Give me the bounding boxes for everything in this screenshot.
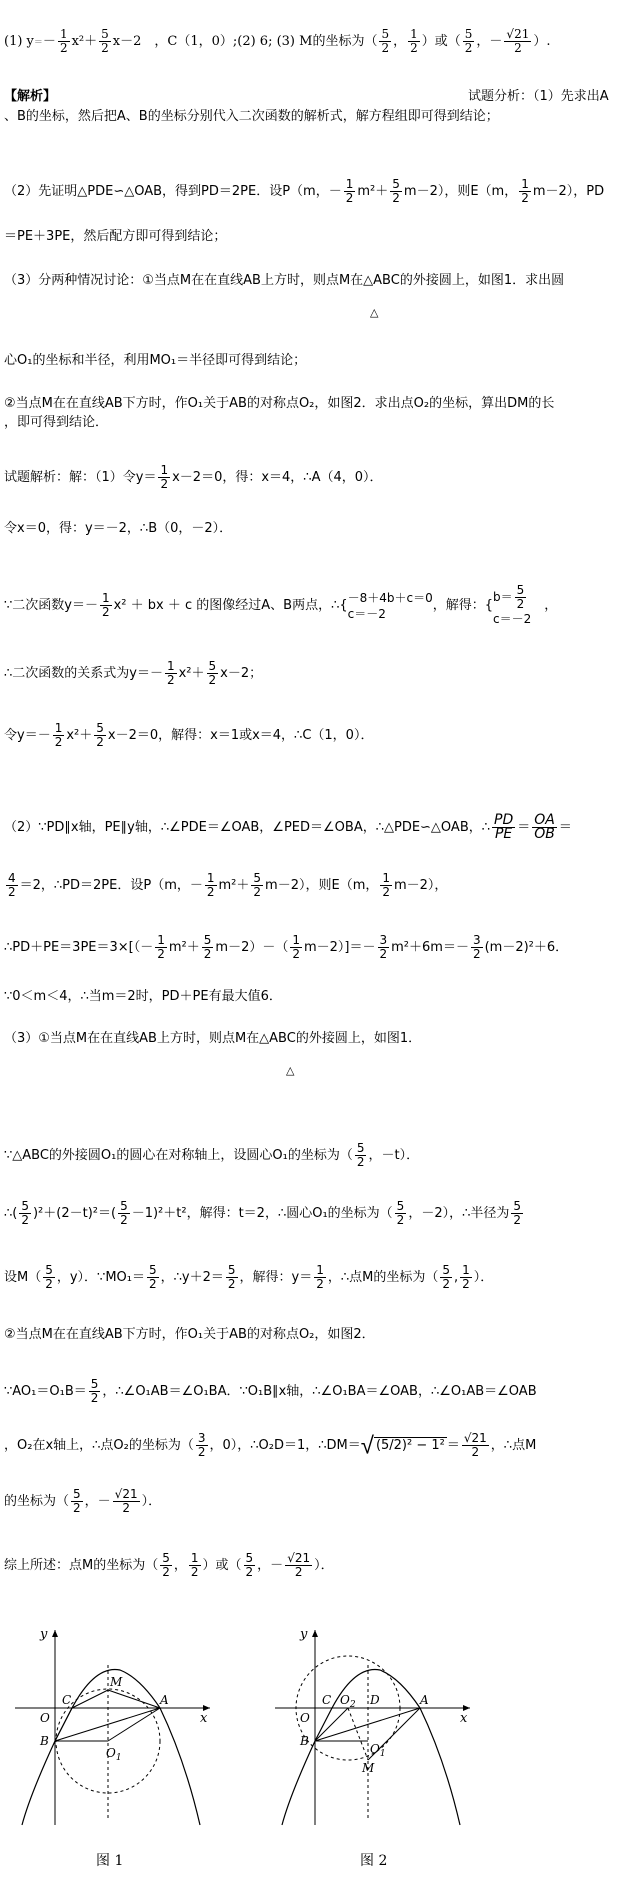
svg-text:x: x <box>460 1711 468 1726</box>
solution-line: ∴二次函数的关系式为y＝－ $\frac{1}{2}$ x²＋ $\frac{5}{2}$ x－2； <box>4 659 263 687</box>
label-M: M <box>110 1675 123 1689</box>
svg-text:O: O <box>300 1711 310 1725</box>
answer-line: (1) y＝－ $\frac{1}{2}$ x²＋ $\frac{5}{2}$ x－2 ，C（1，0）;(2) 6; (3) M的坐标为（ $\frac{5}{2}$ ， $\frac{1}{2}$ ）或（ $\frac{5}{2}$ ，－ $\frac{√21}{2}$ ）. <box>4 27 551 55</box>
conclusion-line: 综上所述：点M的坐标为（ $\frac{5}{2}$ ， $\frac{1}{2}$ ）或（ $\frac{5}{2}$ ，－ $\frac{√21}{2}$ ）． <box>4 1551 334 1579</box>
answer-part: (1) y <box>4 34 34 49</box>
solution-line: 令x＝0，得：y＝－2，∴B（0，－2）． <box>4 521 233 536</box>
solution-line: ∵AO₁＝O₁B＝ $\frac{5}{2}$ ，∴∠O₁AB＝∠O₁BA．∵O₁B∥x轴，∴∠O₁BA＝∠OAB，∴∠O₁AB＝∠OAB <box>4 1377 537 1405</box>
solution-line: 试题解析：解：（1）令y＝ $\frac{1}{2}$ x－2＝0，得：x＝4，∴A（4，0）． <box>4 463 383 491</box>
solution-line: ∵0＜m＜4，∴当m＝2时，PD＋PE有最大值6． <box>4 989 282 1004</box>
equation-system: －8＋4b＋c＝0 c＝－2 <box>347 590 433 621</box>
label-y: y <box>40 1627 48 1642</box>
svg-text:O1: $O_1$ <box>370 1742 386 1759</box>
solution-line: 令y＝－ $\frac{1}{2}$ x²＋ $\frac{5}{2}$ x－2＝0，解得：x＝1或x＝4，∴C（1，0）． <box>4 721 374 749</box>
solution-line: （3）①当点M在在直线AB上方时，则点M在△ABC的外接圆上，如图1． <box>4 1031 422 1046</box>
svg-text:C: C <box>322 1693 332 1707</box>
solution-line: ∵△ABC的外接圆O₁的圆心在对称轴上，设圆心O₁的坐标为（ $\frac{5}{2}$ ，－t）． <box>4 1141 420 1169</box>
label-x: x <box>200 1711 208 1726</box>
analysis-line: 心O₁的坐标和半径，利用MO₁＝半径即可得到结论； <box>4 353 307 368</box>
solution-line: ∵二次函数y＝－ $\frac{1}{2}$ x² ＋ bx ＋ c 的图像经过A、B两点，∴{ －8＋4b＋c＝0 c＝－2 ，解得：{ b＝ $\frac{5}{2}$ c＝－2 ， <box>4 583 558 626</box>
analysis-line: （2）先证明△PDE∽△OAB，得到PD＝2PE．设P（m，－ $\frac{1}{2}$ m²＋ $\frac{5}{2}$ m－2），则E（m， $\frac{1}{2}$ m－2），PD <box>4 177 605 205</box>
label-O: O <box>40 1711 50 1725</box>
figure-1 <box>10 1620 220 1830</box>
solution-line: ∴( $\frac{5}{2}$ )²＋(2－t)²＝( $\frac{5}{2}$ －1)²＋t²，解得：t＝2，∴圆心O₁的坐标为（ $\frac{5}{2}$ ，－2），∴半径为 $\frac{5}{2}$ <box>4 1199 521 1227</box>
solution-line: ，O₂在x轴上，∴点O₂的坐标为（ $\frac{3}{2}$ ，0），∴O₂D＝1，∴DM＝√ (5/2)² − 1² ＝ $\frac{√21}{2}$ ，∴点M <box>4 1431 537 1460</box>
svg-text:M: M <box>362 1761 375 1775</box>
solution-line: 设M（ $\frac{5}{2}$ ，y）．∵MO₁＝ $\frac{5}{2}$ ，∴y＋2＝ $\frac{5}{2}$ ，解得：y＝ $\frac{1}{2}$ ，∴点M的坐标为（ $\frac{5}{2}$ , $\frac{1}{2}$ ）． <box>4 1263 494 1291</box>
jiexi-label: 【解析】 <box>4 89 57 104</box>
fraction: $\frac{1}{2}$ <box>59 27 68 55</box>
svg-text:y: y <box>300 1627 308 1642</box>
svg-text:A: A <box>420 1693 429 1707</box>
analysis-line: ②当点M在在直线AB下方时，作O₁关于AB的对称点O₂，如图2．求出点O₂的坐标，算出DM的长 <box>4 396 555 411</box>
label-O1: $O_1$ <box>106 1746 122 1763</box>
analysis-line: ，即可得到结论． <box>4 415 109 430</box>
label-A: A <box>160 1693 169 1707</box>
analysis-intro: 试题分析：（1）先求出A <box>468 89 609 104</box>
label-B: B <box>40 1734 49 1748</box>
svg-text:B: B <box>300 1734 309 1748</box>
solution-system: b＝ $\frac{5}{2}$ c＝－2 <box>493 583 532 626</box>
triangle-symbol: △ <box>286 1064 295 1077</box>
solution-line: （2）∵PD∥x轴，PE∥y轴，∴∠PDE＝∠OAB，∠PED＝∠OBA，∴△PDE∽△OAB，∴ $\frac{PD}{PE}$ ＝ $\frac{OA}{OB}$ ＝ <box>4 812 572 842</box>
analysis-line: （3）分两种情况讨论：①当点M在在直线AB上方时，则点M在△ABC的外接圆上，如图1．求出圆 <box>4 273 565 288</box>
solution-line: ②当点M在在直线AB下方时，作O₁关于AB的对称点O₂，如图2． <box>4 1327 375 1342</box>
sqrt-expression: (5/2)² − 1² <box>375 1438 445 1453</box>
analysis-line: ＝PE＋3PE，然后配方即可得到结论； <box>4 229 227 244</box>
svg-text:O2: $O_2$ <box>340 1693 356 1710</box>
svg-text:D: D <box>370 1693 380 1707</box>
label-C: C <box>62 1693 72 1707</box>
solution-line: ∴PD＋PE＝3PE＝3×[（－ $\frac{1}{2}$ m²＋ $\frac{5}{2}$ m－2）－（ $\frac{1}{2}$ m－2）]＝－ $\frac{3}{2}$ m²＋6m＝－ $\frac{3}{2}$ (m－2)²＋6． <box>4 933 569 961</box>
solution-line: $\frac{4}{2}$ ＝2，∴PD＝2PE．设P（m，－ $\frac{1}{2}$ m²＋ $\frac{5}{2}$ m－2），则E（m， $\frac{1}{2}$ m－2）， <box>8 871 448 899</box>
figure-2-caption: 图 2 <box>360 1853 388 1869</box>
triangle-symbol: △ <box>370 306 379 319</box>
fraction: $\frac{5}{2}$ <box>101 27 109 55</box>
figure-1-caption: 图 1 <box>96 1853 124 1869</box>
analysis-line: 、B的坐标，然后把A、B的坐标分别代入二次函数的解析式，解方程组即可得到结论； <box>4 109 499 124</box>
figure-2 <box>270 1620 480 1830</box>
solution-line: 的坐标为（ $\frac{5}{2}$ ，－ $\frac{√21}{2}$ ）． <box>4 1487 162 1515</box>
